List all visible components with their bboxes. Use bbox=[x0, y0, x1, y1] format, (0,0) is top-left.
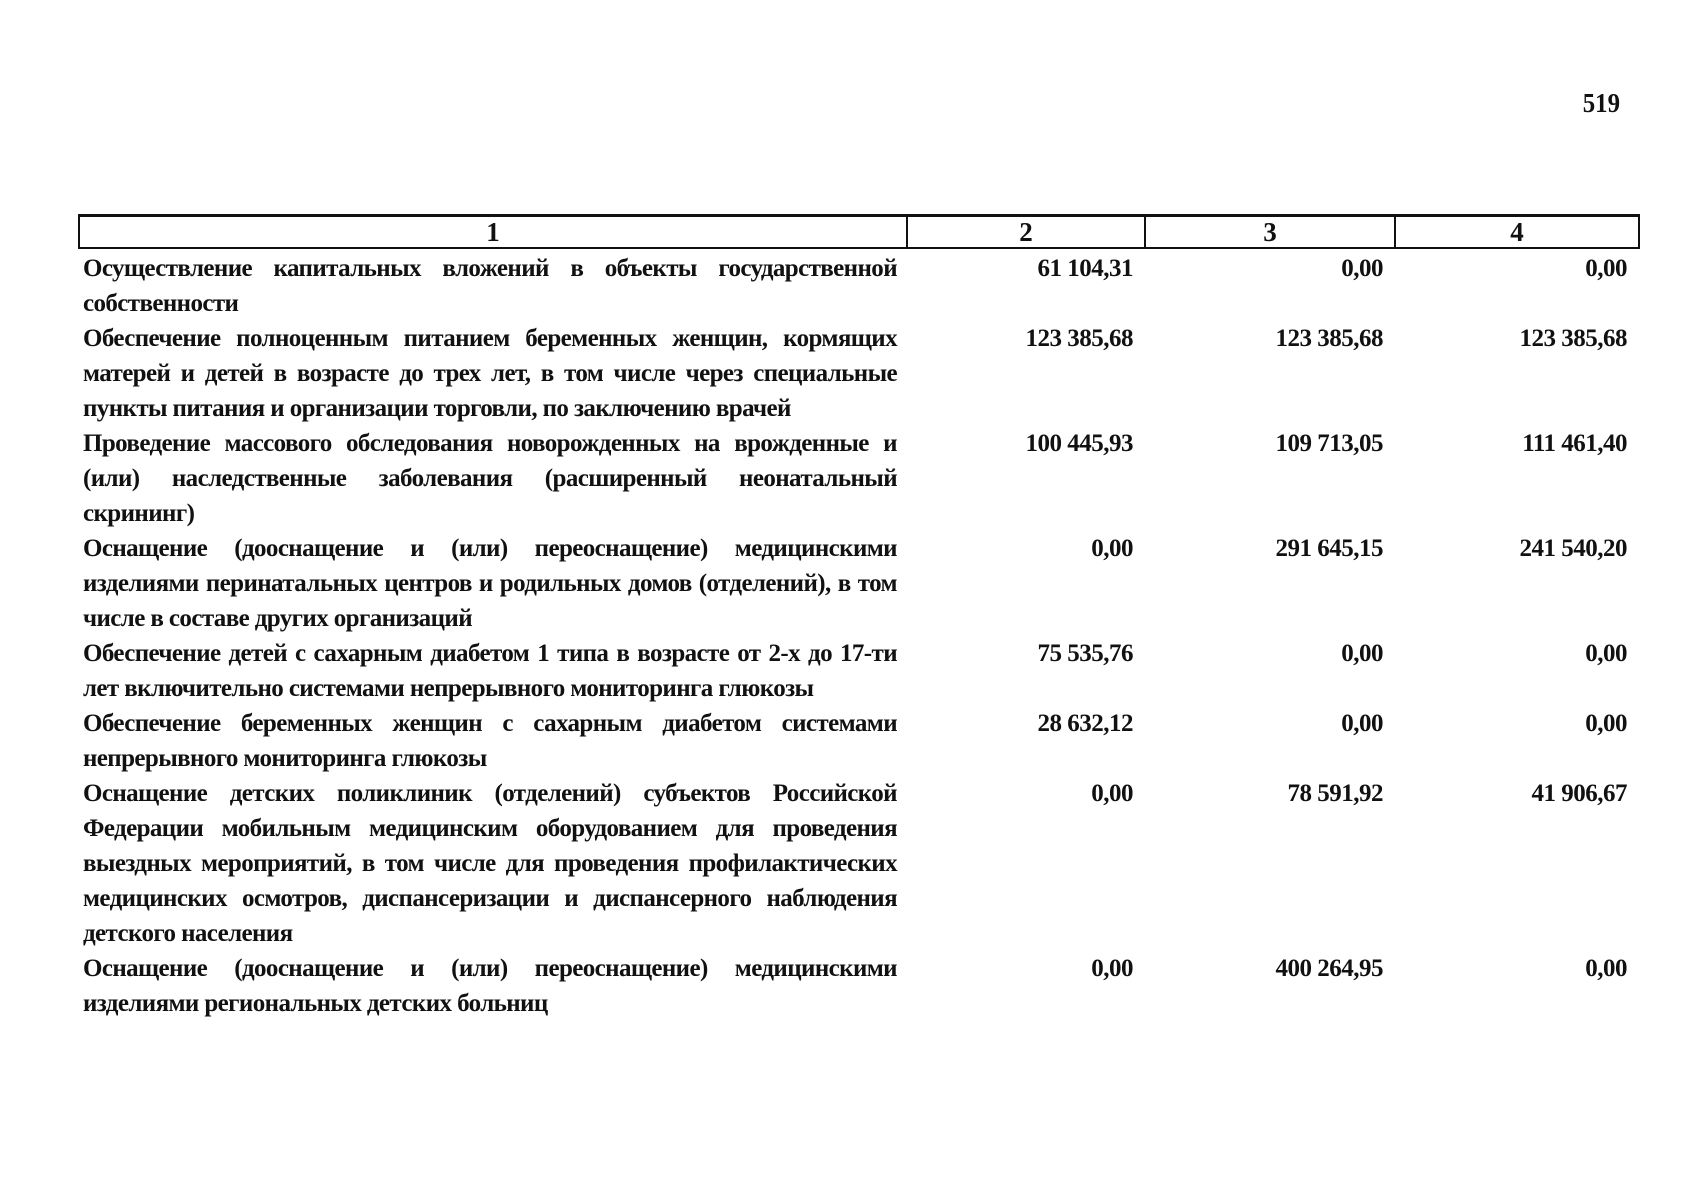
table-row bbox=[79, 426, 1639, 531]
row-value-col3: 400 264,95 bbox=[1275, 955, 1383, 982]
page-number: 519 bbox=[1582, 88, 1620, 118]
row-description: Оснащение (дооснащение и (или) переоснащение) медицинскими изделиями региональных детских больниц bbox=[83, 955, 897, 1017]
row-value-col4: 241 540,20 bbox=[1519, 535, 1627, 562]
row-value-col4: 111 461,40 bbox=[1522, 430, 1627, 457]
row-value-col4: 41 906,67 bbox=[1531, 780, 1627, 807]
row-description: Обеспечение полноценным питанием беременных женщин, кормящих матерей и детей в возрасте до трех лет, в том числе через специальные пункты питания и организации торговли, по заключению врачей bbox=[83, 325, 897, 422]
row-value-col2: 75 535,76 bbox=[1037, 640, 1133, 667]
table-row bbox=[79, 321, 1639, 426]
row-description: Обеспечение детей с сахарным диабетом 1 типа в возрасте от 2-х до 17-ти лет включительно системами непрерывного мониторинга глюкозы bbox=[83, 640, 897, 702]
row-description: Оснащение детских поликлиник (отделений) субъектов Российской Федерации мобильным медицинским оборудованием для проведения выездных мероприятий, в том числе для проведения профилактических медицинских осмотров, диспансеризации и диспансерного наблюдения детского населения bbox=[83, 780, 897, 947]
row-value-col2: 0,00 bbox=[1091, 955, 1133, 982]
row-value-col2: 100 445,93 bbox=[1025, 430, 1133, 457]
table-header-row bbox=[79, 216, 1639, 249]
row-description: Обеспечение беременных женщин с сахарным диабетом системами непрерывного мониторинга глюкозы bbox=[83, 710, 897, 772]
row-value-col4: 0,00 bbox=[1585, 955, 1627, 982]
row-value-col2: 28 632,12 bbox=[1037, 710, 1133, 737]
row-value-col4: 0,00 bbox=[1585, 710, 1627, 737]
table-row bbox=[79, 248, 1639, 321]
row-value-col4: 123 385,68 bbox=[1519, 325, 1627, 352]
row-value-col3: 0,00 bbox=[1341, 640, 1383, 667]
row-value-col3: 291 645,15 bbox=[1275, 535, 1383, 562]
row-value-col3: 78 591,92 bbox=[1287, 780, 1383, 807]
row-value-col4: 0,00 bbox=[1585, 640, 1627, 667]
column-header-3: 3 bbox=[1145, 216, 1395, 249]
row-value-col3: 109 713,05 bbox=[1275, 430, 1383, 457]
row-value-col3: 0,00 bbox=[1341, 255, 1383, 282]
row-value-col3: 123 385,68 bbox=[1275, 325, 1383, 352]
row-value-col4: 0,00 bbox=[1585, 255, 1627, 282]
row-description: Проведение массового обследования новорожденных на врожденные и (или) наследственные заболевания (расширенный неонатальный скрининг) bbox=[83, 430, 897, 527]
row-value-col3: 0,00 bbox=[1341, 710, 1383, 737]
table-row bbox=[79, 951, 1639, 1021]
table-row bbox=[79, 706, 1639, 776]
column-header-4: 4 bbox=[1395, 216, 1639, 249]
column-header-1: 1 bbox=[79, 216, 907, 249]
row-description: Осуществление капитальных вложений в объекты государственной собственности bbox=[83, 255, 897, 317]
row-value-col2: 0,00 bbox=[1091, 780, 1133, 807]
table-row bbox=[79, 776, 1639, 951]
column-header-2: 2 bbox=[907, 216, 1145, 249]
table-row bbox=[79, 531, 1639, 636]
row-description: Оснащение (дооснащение и (или) переоснащение) медицинскими изделиями перинатальных центров и родильных домов (отделений), в том числе в составе других организаций bbox=[83, 535, 897, 632]
row-value-col2: 0,00 bbox=[1091, 535, 1133, 562]
budget-table bbox=[78, 214, 1638, 1021]
row-value-col2: 123 385,68 bbox=[1025, 325, 1133, 352]
row-value-col2: 61 104,31 bbox=[1037, 255, 1133, 282]
table-row bbox=[79, 636, 1639, 706]
